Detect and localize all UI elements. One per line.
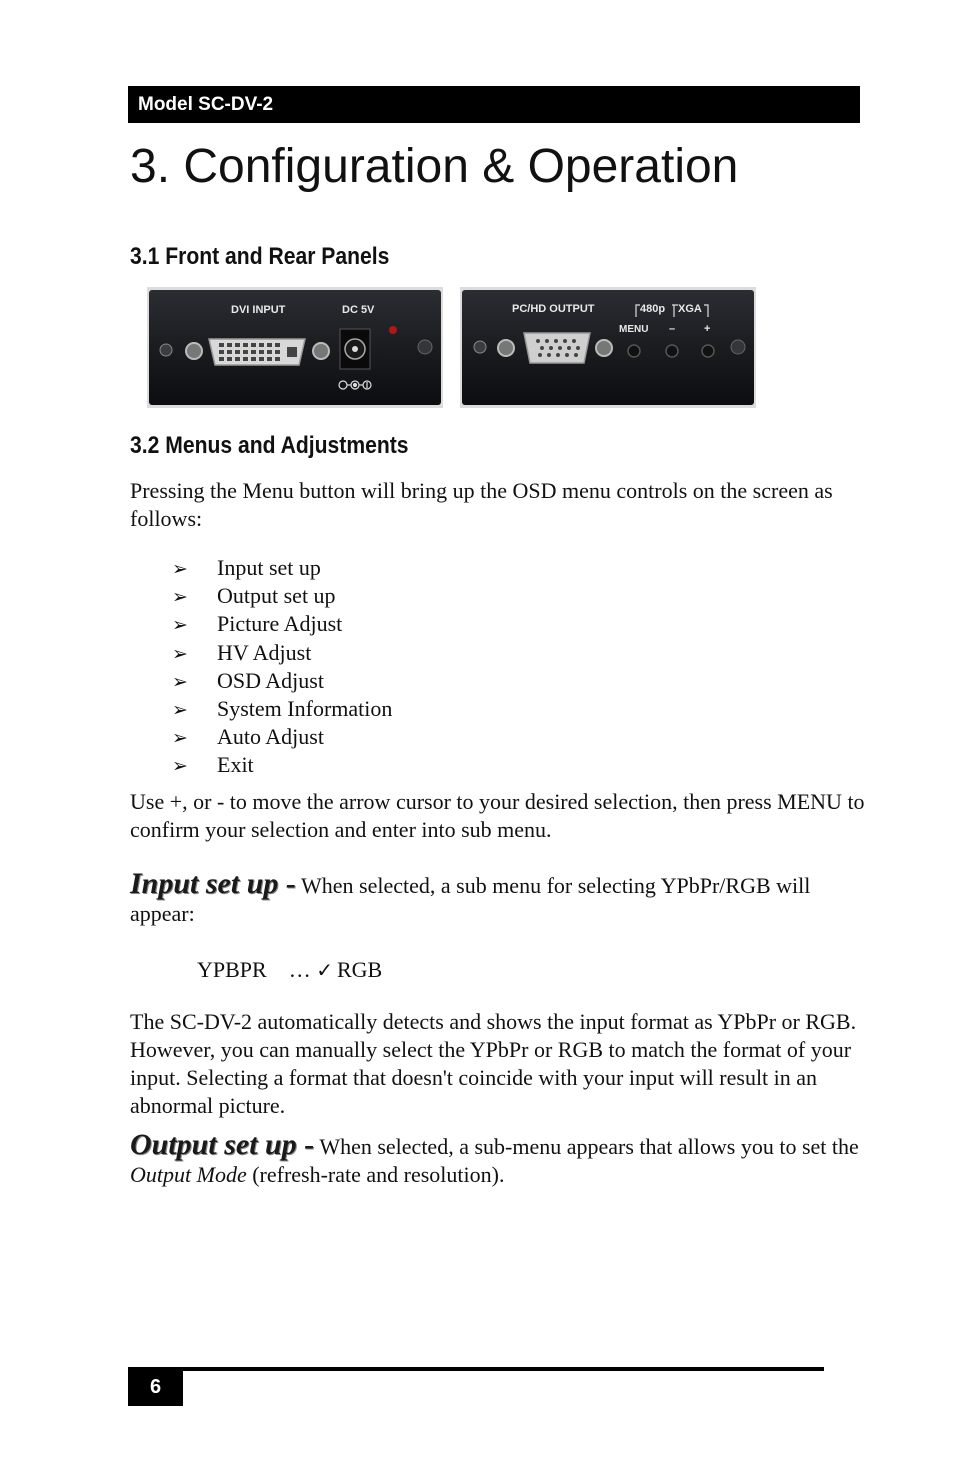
input-setup-text: When selected, a sub menu for selecting YPbPr/RGB will appear:: [130, 873, 811, 926]
input-format-description: The SC-DV-2 automatically detects and shows the input format as YPbPr or RGB. However, you can manually select the YPbPr or RGB to match the format of your input. Selecting a format that doesn't coincide with your input will result in an abnormal picture.: [130, 1009, 857, 1118]
list-item: ➢ Output set up: [172, 582, 392, 610]
list-item: ➢ Picture Adjust: [172, 610, 392, 638]
input-setup-heading: Input set up -: [130, 867, 296, 900]
section-title-front-rear-panels: 3.1 Front and Rear Panels: [130, 243, 390, 270]
plus-label: +: [704, 323, 711, 335]
input-setup-paragraph: [130, 867, 870, 928]
thumbscrew-icon: [596, 340, 612, 356]
plus-button-icon: [702, 345, 714, 357]
list-item: ➢ System Information: [172, 695, 392, 723]
screw-icon: [731, 340, 745, 354]
screw-icon: [474, 341, 486, 353]
thumbscrew-icon: [498, 340, 514, 356]
output-setup-paragraph: [130, 1128, 870, 1189]
output-setup-text-before: When selected, a sub-menu appears that allows you to set the: [314, 1134, 859, 1159]
list-item: ➢ Auto Adjust: [172, 723, 392, 751]
arrow-bullet-icon: ➢: [172, 755, 188, 778]
output-mode-term: Output Mode: [130, 1162, 247, 1187]
arrow-bullet-icon: ➢: [172, 670, 188, 693]
rear-panel-image: [460, 287, 756, 408]
chapter-title: 3. Configuration & Operation: [130, 140, 739, 193]
screw-icon: [160, 344, 172, 356]
input-format-options: [197, 956, 382, 984]
arrow-bullet-icon: ➢: [172, 642, 188, 665]
navigation-paragraph: Use +, or - to move the arrow cursor to your desired selection, then press MENU to confirm your selection and enter into sub menu.: [130, 789, 865, 842]
arrow-bullet-icon: ➢: [172, 727, 188, 750]
osd-menu-list: [172, 554, 392, 780]
arrow-bullet-icon: ➢: [172, 586, 188, 609]
list-item: ➢ OSD Adjust: [172, 667, 392, 695]
thumbscrew-icon: [313, 343, 329, 359]
footer-rule: [128, 1367, 824, 1371]
dvi-input-label: DVI INPUT: [231, 304, 286, 316]
list-item: ➢ Exit: [172, 751, 392, 779]
screw-icon: [418, 340, 432, 354]
page-number: 6: [128, 1369, 183, 1406]
menu-intro-paragraph: Pressing the Menu button will bring up the OSD menu controls on the screen as follows:: [130, 478, 833, 531]
minus-label: –: [669, 323, 676, 335]
minus-button-icon: [666, 345, 678, 357]
mode-xga-label: XGA: [678, 303, 702, 315]
list-item: ➢ Input set up: [172, 554, 392, 582]
menu-label: MENU: [619, 324, 649, 335]
pc-hd-output-label: PC/HD OUTPUT: [512, 303, 595, 315]
option-ypbpr: YPBPR: [197, 957, 267, 982]
output-setup-text-after: (refresh-rate and resolution).: [246, 1162, 505, 1187]
option-rgb: RGB: [336, 957, 383, 982]
arrow-bullet-icon: ➢: [172, 614, 188, 637]
vga-port-icon: [524, 333, 590, 363]
dc-5v-label: DC 5V: [342, 304, 375, 316]
model-header-bar: [128, 86, 860, 123]
check-icon: ✓: [316, 958, 333, 982]
power-led-icon: [389, 326, 397, 334]
list-item: ➢ HV Adjust: [172, 639, 392, 667]
arrow-bullet-icon: ➢: [172, 558, 188, 580]
arrow-bullet-icon: ➢: [172, 698, 188, 721]
model-name: Model SC-DV-2: [138, 94, 274, 115]
thumbscrew-icon: [186, 343, 202, 359]
ellipsis: …: [288, 957, 311, 982]
front-panel-image: [147, 287, 443, 408]
menu-button-icon: [628, 345, 640, 357]
mode-480p-label: 480p: [640, 303, 666, 315]
output-setup-heading: Output set up -: [130, 1128, 315, 1161]
section-title-menus-adjustments: 3.2 Menus and Adjustments: [130, 432, 409, 459]
